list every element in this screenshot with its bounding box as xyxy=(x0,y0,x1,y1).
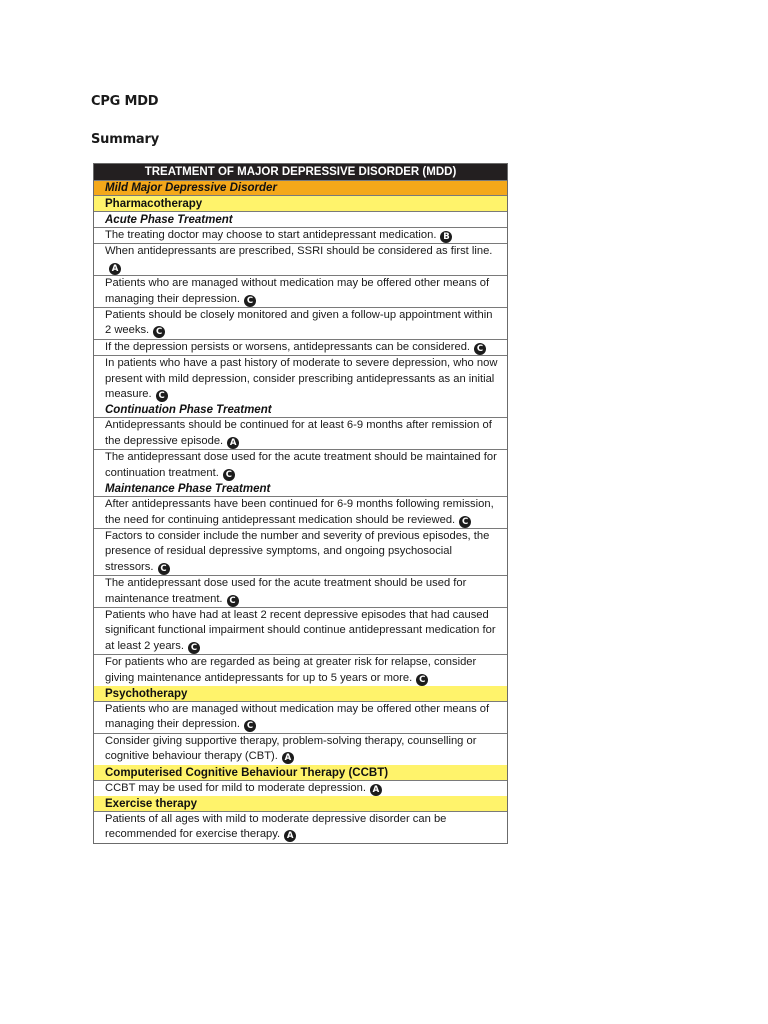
grade-badge: A xyxy=(109,263,121,275)
grade-badge: A xyxy=(284,830,296,842)
recommendation-text: Patients who are managed without medication may be offered other means of managing their depression. xyxy=(105,702,490,731)
grade-badge: C xyxy=(223,469,235,481)
recommendation-text: After antidepressants have been continued for 6-9 months following remission, the need for continuing antidepressant medication should be reviewed. xyxy=(105,498,494,526)
summary-heading: Summary xyxy=(91,132,159,147)
recommendation-text: Patients of all ages with mild to moderate depressive disorder can be recommended for exercise therapy. xyxy=(105,813,447,841)
subsection-continuation-phase: Continuation Phase Treatment xyxy=(94,402,507,418)
recommendation-row xyxy=(94,418,507,450)
grade-badge: C xyxy=(459,516,471,528)
grade-badge: C xyxy=(188,642,200,654)
grade-badge: C xyxy=(156,390,168,402)
document-title: CPG MDD xyxy=(91,94,159,109)
grade-badge: C xyxy=(153,326,165,338)
grade-badge: C xyxy=(244,720,256,732)
mdd-treatment-table xyxy=(93,163,508,844)
grade-badge: A xyxy=(282,752,294,764)
recommendation-row xyxy=(94,655,507,686)
recommendation-row xyxy=(94,276,507,308)
recommendation-row xyxy=(94,450,507,481)
recommendation-text: Patients who are managed without medication may be offered other means of managing their depression. xyxy=(105,277,490,305)
recommendation-text: If the depression persists or worsens, antidepressants can be considered. xyxy=(105,340,471,353)
recommendation-text: When antidepressants are prescribed, SSRI should be considered as first line. xyxy=(105,245,493,258)
grade-badge: C xyxy=(244,295,256,307)
recommendation-row xyxy=(94,576,507,608)
grade-badge: C xyxy=(474,343,486,355)
grade-badge: A xyxy=(370,784,382,796)
recommendation-text: The treating doctor may choose to start antidepressant medication. xyxy=(105,229,437,241)
recommendation-row xyxy=(94,497,507,529)
recommendation-text: The antidepressant dose used for the acute treatment should be maintained for continuation treatment. xyxy=(105,451,497,479)
grade-badge: A xyxy=(227,437,239,449)
recommendation-row xyxy=(94,308,507,340)
recommendation-text: Factors to consider include the number and severity of previous episodes, the presence of residual depressive symptoms, and ongoing psychosocial stressors. xyxy=(105,529,490,573)
section-psychotherapy: Psychotherapy xyxy=(94,686,507,702)
recommendation-row xyxy=(94,244,507,276)
subsection-acute-phase: Acute Phase Treatment xyxy=(94,212,507,228)
grade-badge: B xyxy=(440,231,452,243)
recommendation-text: The antidepressant dose used for the acute treatment should be used for maintenance treatment. xyxy=(105,577,467,605)
table-header: TREATMENT OF MAJOR DEPRESSIVE DISORDER (MDD) xyxy=(94,164,507,181)
recommendation-text: Patients should be closely monitored and given a follow-up appointment within 2 weeks. xyxy=(105,309,493,337)
grade-badge: C xyxy=(158,563,170,575)
recommendation-text: Consider giving supportive therapy, problem-solving therapy, counselling or cognitive behaviour therapy (CBT). xyxy=(105,734,477,763)
recommendation-text: For patients who are regarded as being at greater risk for relapse, consider giving maintenance antidepressants for up to 5 years or more. xyxy=(105,656,477,684)
recommendation-row xyxy=(94,608,507,655)
recommendation-row xyxy=(94,781,507,796)
recommendation-text: In patients who have a past history of moderate to severe depression, who now present with mild depression, consider prescribing antidepressants as an initial measure. xyxy=(105,357,498,401)
recommendation-text: Patients who have had at least 2 recent depressive episodes that had caused significant functional impairment should continue antidepressant medication for at least 2 years. xyxy=(105,608,496,652)
section-pharmacotherapy: Pharmacotherapy xyxy=(94,196,507,212)
recommendation-row xyxy=(94,734,507,765)
grade-badge: C xyxy=(227,595,239,607)
section-mild-mdd: Mild Major Depressive Disorder xyxy=(94,181,507,196)
recommendation-text: Antidepressants should be continued for at least 6-9 months after remission of the depressive episode. xyxy=(105,419,492,447)
recommendation-row xyxy=(94,228,507,244)
section-ccbt: Computerised Cognitive Behaviour Therapy (CCBT) xyxy=(94,765,507,781)
recommendation-row xyxy=(94,356,507,402)
recommendation-text: CCBT may be used for mild to moderate depression. xyxy=(105,781,366,794)
recommendation-row xyxy=(94,812,507,843)
grade-badge: C xyxy=(416,674,428,686)
subsection-maintenance-phase: Maintenance Phase Treatment xyxy=(94,481,507,497)
recommendation-row xyxy=(94,702,507,734)
recommendation-row xyxy=(94,340,507,356)
section-exercise-therapy: Exercise therapy xyxy=(94,796,507,812)
recommendation-row xyxy=(94,529,507,576)
